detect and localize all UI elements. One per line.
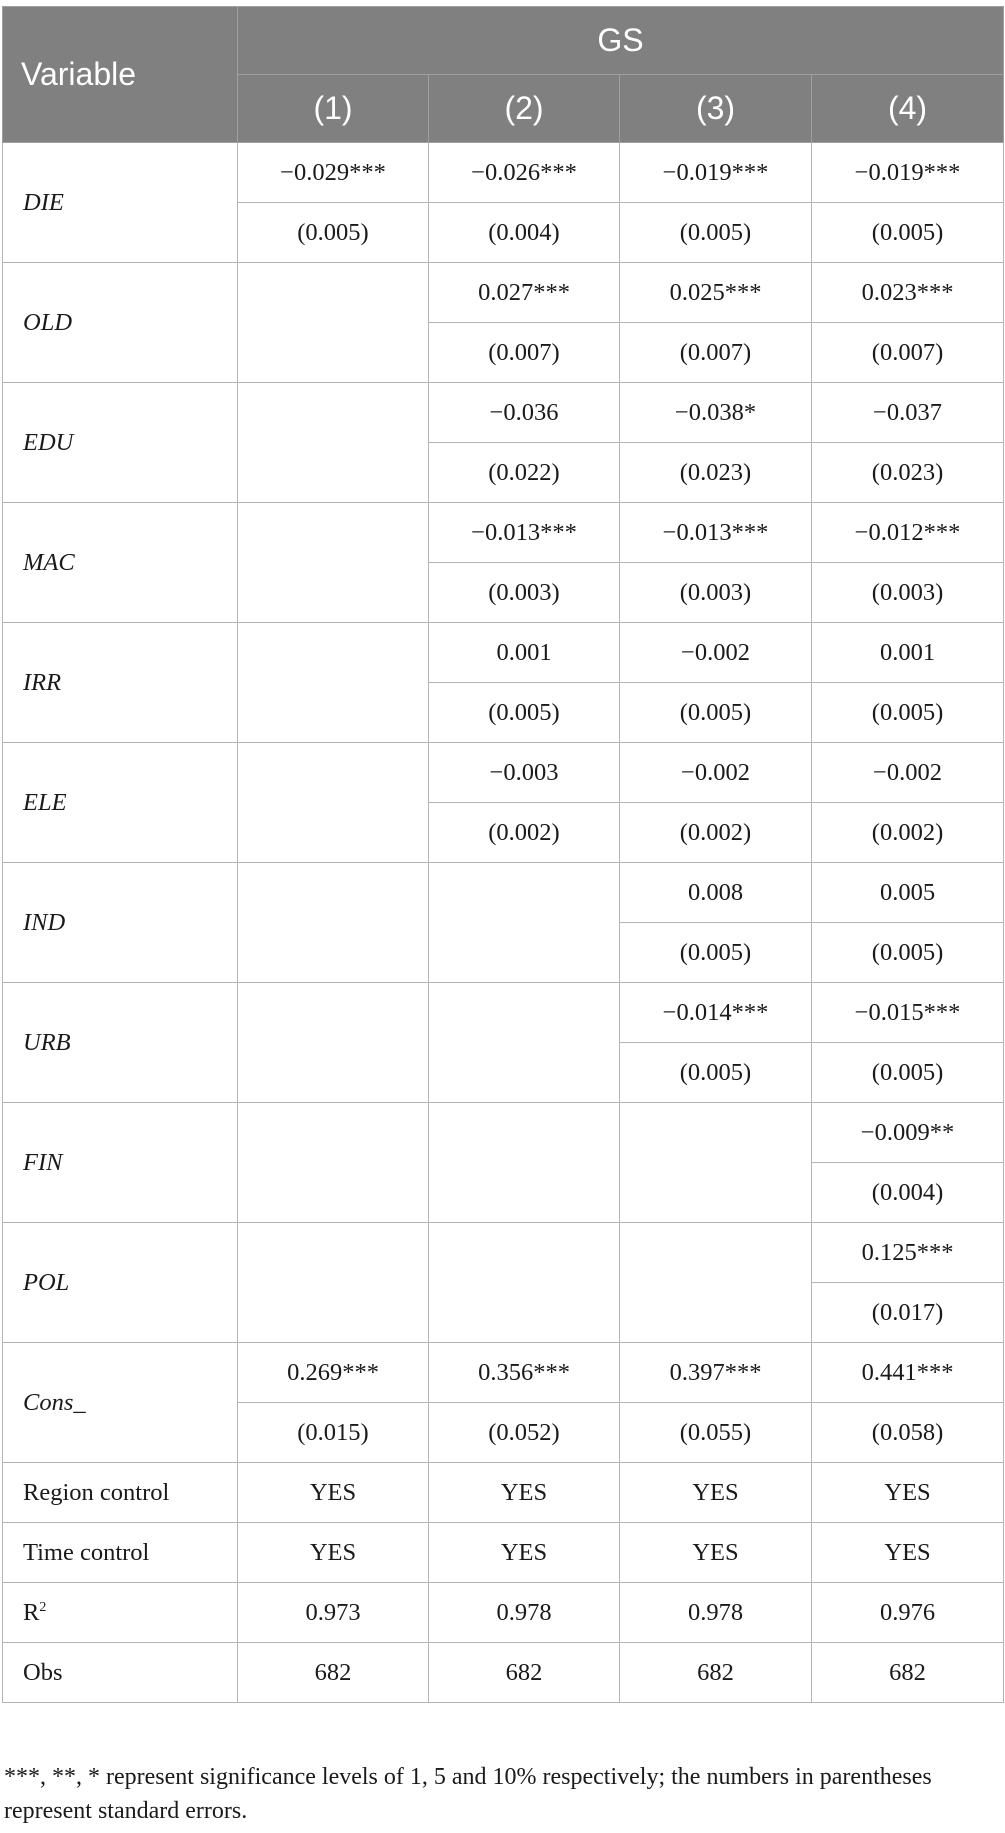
table-row — [3, 503, 1004, 563]
coefficient-cell: −0.038* — [620, 383, 812, 443]
value-cell: YES — [812, 1463, 1004, 1523]
standard-error-cell: (0.005) — [812, 683, 1004, 743]
value-cell: YES — [620, 1463, 812, 1523]
empty-cell — [238, 983, 429, 1103]
coefficient-cell: −0.019*** — [620, 143, 812, 203]
table-header — [3, 7, 1004, 143]
value-cell: YES — [238, 1523, 429, 1583]
empty-cell — [238, 263, 429, 383]
coefficient-cell: −0.029*** — [238, 143, 429, 203]
standard-error-cell: (0.007) — [620, 323, 812, 383]
variable-name: POL — [3, 1223, 238, 1343]
coefficient-cell: −0.009** — [812, 1103, 1004, 1163]
row-label-text: R — [23, 1598, 40, 1626]
standard-error-cell: (0.005) — [620, 203, 812, 263]
standard-error-cell: (0.058) — [812, 1403, 1004, 1463]
value-cell: YES — [812, 1523, 1004, 1583]
variable-name: EDU — [3, 383, 238, 503]
table-footnote: ***, **, * represent significance levels of 1, 5 and 10% respectively; the numbers in parentheses represent standard errors. — [4, 1764, 932, 1824]
table-row — [3, 383, 1004, 443]
row-label-text: Time control — [23, 1538, 150, 1566]
empty-cell — [620, 1223, 812, 1343]
standard-error-cell: (0.005) — [620, 683, 812, 743]
standard-error-cell: (0.005) — [812, 203, 1004, 263]
table-row — [3, 863, 1004, 923]
standard-error-cell: (0.055) — [620, 1403, 812, 1463]
value-cell: YES — [620, 1523, 812, 1583]
value-cell: 682 — [429, 1643, 620, 1703]
standard-error-cell: (0.023) — [620, 443, 812, 503]
table-row — [3, 1523, 1004, 1583]
variable-name: ELE — [3, 743, 238, 863]
coefficient-cell: 0.356*** — [429, 1343, 620, 1403]
row-label-text: Obs — [23, 1658, 63, 1686]
row-label-superscript: 2 — [39, 1599, 47, 1615]
value-cell: YES — [238, 1463, 429, 1523]
variable-name: Cons_ — [3, 1343, 238, 1463]
value-cell: 682 — [812, 1643, 1004, 1703]
variable-name: FIN — [3, 1103, 238, 1223]
row-label — [3, 1583, 238, 1643]
coefficient-cell: −0.002 — [812, 743, 1004, 803]
row-label — [3, 1463, 238, 1523]
variable-column-header: Variable — [3, 7, 238, 143]
coefficient-cell: 0.441*** — [812, 1343, 1004, 1403]
coefficient-cell: −0.003 — [429, 743, 620, 803]
regression-table — [2, 6, 1004, 1703]
empty-cell — [429, 863, 620, 983]
standard-error-cell: (0.003) — [429, 563, 620, 623]
table-row — [3, 263, 1004, 323]
standard-error-cell: (0.015) — [238, 1403, 429, 1463]
standard-error-cell: (0.002) — [429, 803, 620, 863]
coefficient-cell: −0.019*** — [812, 143, 1004, 203]
coefficient-cell: 0.008 — [620, 863, 812, 923]
variable-name: MAC — [3, 503, 238, 623]
coefficient-cell: −0.013*** — [620, 503, 812, 563]
empty-cell — [238, 1103, 429, 1223]
row-label — [3, 1643, 238, 1703]
standard-error-cell: (0.022) — [429, 443, 620, 503]
coefficient-cell: 0.001 — [429, 623, 620, 683]
coefficient-cell: 0.005 — [812, 863, 1004, 923]
column-header-1: (1) — [238, 75, 429, 143]
standard-error-cell: (0.004) — [812, 1163, 1004, 1223]
empty-cell — [429, 1223, 620, 1343]
coefficient-cell: 0.125*** — [812, 1223, 1004, 1283]
table-row — [3, 743, 1004, 803]
standard-error-cell: (0.002) — [812, 803, 1004, 863]
coefficient-cell: −0.026*** — [429, 143, 620, 203]
variable-name: DIE — [3, 143, 238, 263]
table-row — [3, 623, 1004, 683]
coefficient-cell: −0.002 — [620, 623, 812, 683]
coefficient-cell: 0.023*** — [812, 263, 1004, 323]
row-label — [3, 1523, 238, 1583]
coefficient-cell: −0.036 — [429, 383, 620, 443]
standard-error-cell: (0.005) — [620, 923, 812, 983]
empty-cell — [238, 863, 429, 983]
variable-name: OLD — [3, 263, 238, 383]
standard-error-cell: (0.004) — [429, 203, 620, 263]
table-row — [3, 1643, 1004, 1703]
table-body — [3, 143, 1004, 1703]
standard-error-cell: (0.007) — [429, 323, 620, 383]
coefficient-cell: −0.014*** — [620, 983, 812, 1043]
table-row — [3, 983, 1004, 1043]
standard-error-cell: (0.003) — [812, 563, 1004, 623]
standard-error-cell: (0.005) — [812, 923, 1004, 983]
coefficient-cell: −0.002 — [620, 743, 812, 803]
value-cell: 682 — [620, 1643, 812, 1703]
empty-cell — [238, 503, 429, 623]
coefficient-cell: 0.027*** — [429, 263, 620, 323]
standard-error-cell: (0.023) — [812, 443, 1004, 503]
value-cell: 0.978 — [429, 1583, 620, 1643]
coefficient-cell: −0.037 — [812, 383, 1004, 443]
coefficient-cell: −0.012*** — [812, 503, 1004, 563]
standard-error-cell: (0.052) — [429, 1403, 620, 1463]
table-row — [3, 143, 1004, 203]
table-row — [3, 1103, 1004, 1163]
empty-cell — [429, 983, 620, 1103]
coefficient-cell: 0.025*** — [620, 263, 812, 323]
standard-error-cell: (0.002) — [620, 803, 812, 863]
value-cell: YES — [429, 1523, 620, 1583]
standard-error-cell: (0.017) — [812, 1283, 1004, 1343]
empty-cell — [238, 743, 429, 863]
value-cell: 0.973 — [238, 1583, 429, 1643]
row-label-text: Region control — [23, 1478, 170, 1506]
table-row — [3, 1583, 1004, 1643]
value-cell: 0.976 — [812, 1583, 1004, 1643]
standard-error-cell: (0.003) — [620, 563, 812, 623]
standard-error-cell: (0.005) — [429, 683, 620, 743]
coefficient-cell: −0.013*** — [429, 503, 620, 563]
standard-error-cell: (0.005) — [620, 1043, 812, 1103]
column-header-4: (4) — [812, 75, 1004, 143]
value-cell: 0.978 — [620, 1583, 812, 1643]
empty-cell — [620, 1103, 812, 1223]
standard-error-cell: (0.007) — [812, 323, 1004, 383]
value-cell: 682 — [238, 1643, 429, 1703]
variable-name: IRR — [3, 623, 238, 743]
coefficient-cell: 0.269*** — [238, 1343, 429, 1403]
empty-cell — [238, 1223, 429, 1343]
column-header-3: (3) — [620, 75, 812, 143]
empty-cell — [429, 1103, 620, 1223]
coefficient-cell: −0.015*** — [812, 983, 1004, 1043]
variable-name: URB — [3, 983, 238, 1103]
table-row — [3, 1343, 1004, 1403]
variable-name: IND — [3, 863, 238, 983]
coefficient-cell: 0.397*** — [620, 1343, 812, 1403]
column-header-2: (2) — [429, 75, 620, 143]
empty-cell — [238, 383, 429, 503]
empty-cell — [238, 623, 429, 743]
table-row — [3, 1463, 1004, 1523]
gs-group-header: GS — [238, 7, 1004, 75]
value-cell: YES — [429, 1463, 620, 1523]
standard-error-cell: (0.005) — [238, 203, 429, 263]
table-row — [3, 1223, 1004, 1283]
standard-error-cell: (0.005) — [812, 1043, 1004, 1103]
coefficient-cell: 0.001 — [812, 623, 1004, 683]
